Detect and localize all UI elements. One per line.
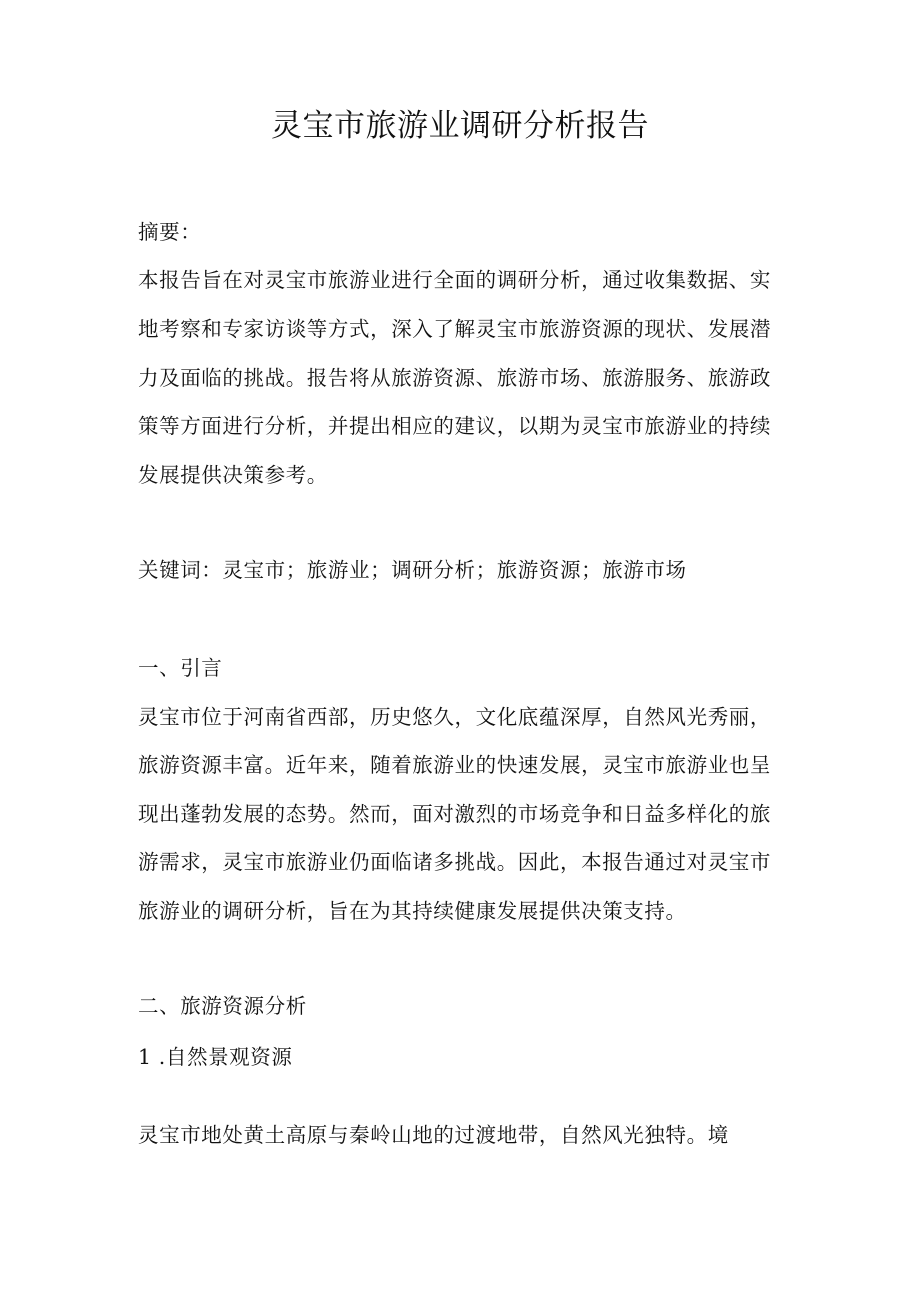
abstract-line-4: 策等方面进行分析，并提出相应的建议，以期为灵宝市旅游业的持续 — [138, 414, 771, 438]
abstract-line-2: 地考察和专家访谈等方式，深入了解灵宝市旅游资源的现状、发展潜 — [138, 317, 771, 341]
section-2-heading: 二、旅游资源分析 — [138, 994, 307, 1018]
section-1-heading: 一、引言 — [138, 656, 223, 680]
section-1-line-4: 游需求，灵宝市旅游业仍面临诸多挑战。因此，本报告通过对灵宝市 — [138, 850, 771, 874]
section-1-line-1: 灵宝市位于河南省西部，历史悠久，文化底蕴深厚，自然风光秀丽， — [138, 705, 771, 729]
abstract-line-5: 发展提供决策参考。 — [138, 463, 328, 487]
abstract-line-1: 本报告旨在对灵宝市旅游业进行全面的调研分析，通过收集数据、实 — [138, 268, 771, 292]
section-1-line-5: 旅游业的调研分析，旨在为其持续健康发展提供决策支持。 — [138, 899, 687, 923]
keywords-line: 关键词：灵宝市；旅游业；调研分析；旅游资源；旅游市场 — [138, 558, 687, 582]
abstract-line-3: 力及面临的挑战。报告将从旅游资源、旅游市场、旅游服务、旅游政 — [138, 366, 771, 390]
section-2-line-1: 灵宝市地处黄土高原与秦岭山地的过渡地带，自然风光独特。境 — [138, 1123, 729, 1147]
section-1-line-2: 旅游资源丰富。近年来，随着旅游业的快速发展，灵宝市旅游业也呈 — [138, 753, 771, 777]
section-1-line-3: 现出蓬勃发展的态势。然而，面对激烈的市场竞争和日益多样化的旅 — [138, 802, 771, 826]
document-title: 灵宝市旅游业调研分析报告 — [271, 108, 649, 144]
abstract-heading: 摘要： — [138, 220, 202, 244]
section-2-subheading: 1 .自然景观资源 — [138, 1045, 293, 1069]
